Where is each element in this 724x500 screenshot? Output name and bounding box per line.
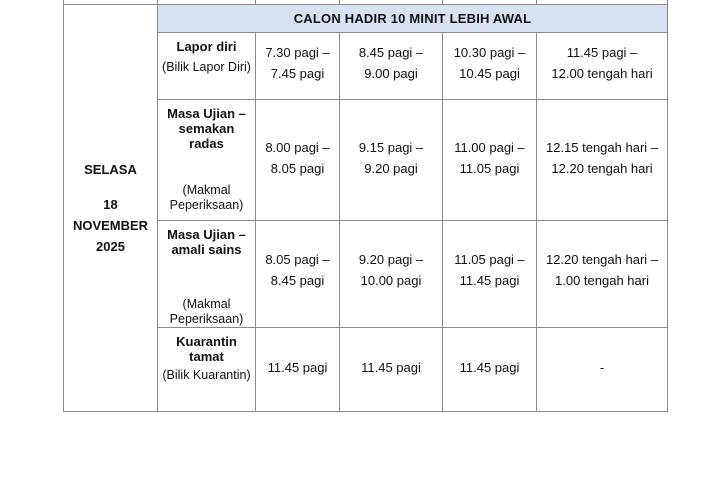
activity-cell bbox=[158, 100, 256, 221]
time-cell bbox=[537, 221, 668, 328]
time-cell bbox=[256, 33, 340, 100]
activity-cell bbox=[158, 33, 256, 100]
time-end: 7.45 pagi bbox=[270, 66, 325, 81]
time-cell bbox=[340, 100, 443, 221]
time-end: 9.20 pagi bbox=[364, 161, 418, 176]
activity-location: (Bilik Lapor Diri) bbox=[162, 60, 251, 74]
time-cell bbox=[256, 100, 340, 221]
day-year: 2025 bbox=[96, 239, 125, 254]
time-start: 8.05 pagi – bbox=[265, 252, 330, 267]
time-start: 10.30 pagi – bbox=[453, 45, 526, 60]
day-date: 18 bbox=[103, 197, 118, 212]
time-start: 8.00 pagi – bbox=[265, 140, 330, 155]
time-cell bbox=[256, 221, 340, 328]
time-value: 11.45 pagi bbox=[361, 360, 421, 375]
time-cell bbox=[443, 100, 537, 221]
activity-title: Kuarantin tamat bbox=[176, 334, 237, 364]
exam-schedule-table bbox=[63, 0, 668, 412]
time-cell bbox=[537, 33, 668, 100]
time-cell bbox=[443, 328, 537, 412]
activity-title: Masa Ujian – semakan radas bbox=[167, 106, 246, 151]
time-value: - bbox=[599, 360, 605, 375]
time-end: 10.45 pagi bbox=[459, 66, 520, 81]
time-cell bbox=[443, 33, 537, 100]
arrival-notice-banner: CALON HADIR 10 MINIT LEBIH AWAL bbox=[158, 5, 668, 33]
time-start: 11.05 pagi – bbox=[454, 252, 525, 267]
time-end: 11.45 pagi bbox=[459, 273, 520, 288]
time-end: 8.05 pagi bbox=[270, 161, 325, 176]
time-end: 12.00 tengah hari bbox=[551, 66, 653, 81]
time-end: 12.20 tengah hari bbox=[551, 161, 653, 176]
time-start: 12.15 tengah hari – bbox=[545, 140, 659, 155]
time-start: 8.45 pagi – bbox=[358, 45, 424, 60]
table-row-banner bbox=[64, 5, 668, 33]
activity-title: Masa Ujian – amali sains bbox=[167, 227, 246, 257]
time-value: 11.45 pagi bbox=[459, 360, 520, 375]
time-start: 9.15 pagi – bbox=[358, 140, 424, 155]
activity-cell bbox=[158, 221, 256, 328]
activity-cell bbox=[158, 328, 256, 412]
activity-title: Lapor diri bbox=[176, 39, 237, 54]
time-cell bbox=[340, 221, 443, 328]
time-cell bbox=[537, 328, 668, 412]
time-end: 1.00 tengah hari bbox=[555, 273, 649, 288]
time-start: 9.20 pagi – bbox=[358, 252, 424, 267]
time-start: 11.45 pagi – bbox=[566, 45, 638, 60]
activity-location: (Bilik Kuarantin) bbox=[162, 368, 251, 382]
time-end: 11.05 pagi bbox=[459, 161, 520, 176]
time-end: 8.45 pagi bbox=[270, 273, 325, 288]
time-cell bbox=[537, 100, 668, 221]
day-month: NOVEMBER bbox=[72, 218, 149, 233]
activity-location: (Makmal Peperiksaan) bbox=[169, 297, 244, 326]
time-start: 7.30 pagi – bbox=[265, 45, 330, 60]
time-end: 9.00 pagi bbox=[364, 66, 418, 81]
time-cell bbox=[340, 33, 443, 100]
time-cell bbox=[340, 328, 443, 412]
activity-location: (Makmal Peperiksaan) bbox=[169, 183, 244, 212]
time-end: 10.00 pagi bbox=[360, 273, 422, 288]
day-name: SELASA bbox=[84, 162, 137, 177]
time-value: 11.45 pagi bbox=[267, 360, 328, 375]
time-cell bbox=[256, 328, 340, 412]
time-start: 12.20 tengah hari – bbox=[545, 252, 659, 267]
day-cell bbox=[64, 5, 158, 412]
time-cell bbox=[443, 221, 537, 328]
time-start: 11.00 pagi – bbox=[454, 140, 525, 155]
